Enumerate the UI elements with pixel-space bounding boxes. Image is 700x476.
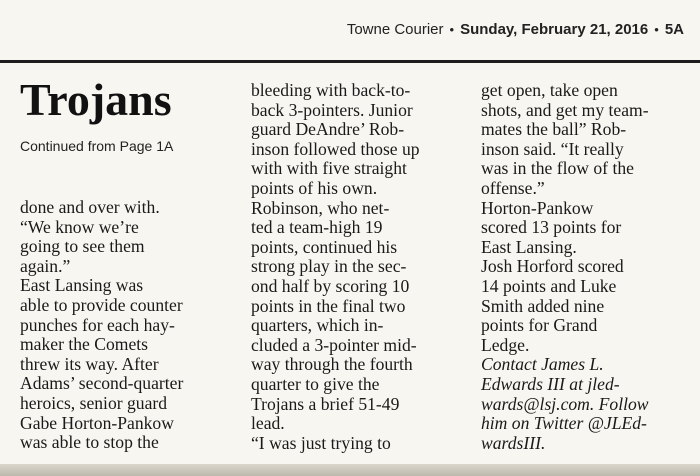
text-line: quarter to give the: [251, 373, 380, 394]
text-line: points for Grand: [481, 315, 598, 336]
text-line: Horton-Pankow: [481, 197, 594, 218]
text-line: quarters, which in-: [251, 315, 384, 336]
text-line: Trojans a brief 51-49: [251, 393, 400, 414]
text-line: scored 13 points for: [481, 217, 622, 238]
text-line: ond half by scoring 10: [251, 275, 410, 296]
column-2: [251, 81, 461, 453]
text-line: maker the Comets: [20, 334, 149, 355]
column-1: [20, 198, 230, 453]
text-line: punches for each hay-: [20, 314, 175, 335]
header-separator: •: [449, 22, 455, 37]
text-line: was able to stop the: [20, 432, 159, 453]
text-line: cluded a 3-pointer mid-: [251, 334, 417, 355]
text-line: guard DeAndre’ Rob-: [251, 119, 405, 140]
text-line: points of his own.: [251, 177, 378, 198]
text-line: inson followed those up: [251, 138, 420, 159]
text-line: offense.”: [481, 177, 545, 198]
text-line: Adams’ second-quarter: [20, 373, 184, 394]
text-line: mates the ball” Rob-: [481, 119, 627, 140]
text-line: done and over with.: [20, 197, 160, 217]
text-line: points in the final two: [251, 295, 406, 316]
text-line: “I was just trying to: [251, 432, 391, 453]
header-rule: [0, 60, 700, 63]
headline: Trojans: [20, 74, 172, 125]
text-line: East Lansing was: [20, 275, 144, 296]
page-header: [0, 0, 700, 60]
contact-line: Edwards III at jled-: [481, 373, 620, 394]
text-line: going to see them: [20, 236, 145, 257]
header-line: [347, 21, 684, 38]
jump-line: Continued from Page 1A: [20, 138, 174, 154]
text-line: East Lansing.: [481, 236, 577, 257]
publication-date: Sunday, February 21, 2016: [460, 21, 649, 38]
text-line: bleeding with back-to-: [251, 80, 411, 100]
text-line: again.”: [20, 255, 71, 276]
text-line: with with five straight: [251, 158, 407, 179]
text-line: Ledge.: [481, 334, 530, 355]
text-line: 14 points and Luke: [481, 275, 617, 296]
text-line: inson said. “It really: [481, 138, 624, 159]
text-line: threw its way. After: [20, 353, 159, 374]
text-line: Robinson, who net-: [251, 197, 390, 218]
contact-line: wards@lsj.com. Follow: [481, 393, 649, 414]
text-line: heroics, senior guard: [20, 392, 168, 413]
text-line: able to provide counter: [20, 294, 183, 315]
text-line: was in the flow of the: [481, 158, 634, 179]
contact-line: Contact James L.: [481, 354, 604, 375]
header-separator-2: •: [654, 22, 659, 37]
text-line: “We know we’re: [20, 216, 139, 237]
text-line: ted a team-high 19: [251, 217, 383, 238]
contact-line: him on Twitter @JLEd-: [481, 413, 647, 434]
text-line: Josh Horford scored: [481, 256, 624, 277]
text-line: way through the fourth: [251, 354, 413, 375]
text-line: Gabe Horton-Pankow: [20, 412, 174, 433]
text-line: strong play in the sec-: [251, 256, 407, 277]
text-line: lead.: [251, 413, 285, 434]
column-3: [481, 81, 691, 453]
contact-line: wardsIII.: [481, 432, 546, 453]
page-bottom-edge: [0, 464, 700, 476]
text-line: points, continued his: [251, 236, 398, 257]
text-line: get open, take open: [481, 80, 618, 100]
page-number: 5A: [664, 21, 684, 38]
text-line: shots, and get my team-: [481, 99, 649, 120]
publication-name: Towne Courier: [346, 21, 444, 38]
text-line: Smith added nine: [481, 295, 605, 316]
text-line: back 3-pointers. Junior: [251, 99, 413, 120]
